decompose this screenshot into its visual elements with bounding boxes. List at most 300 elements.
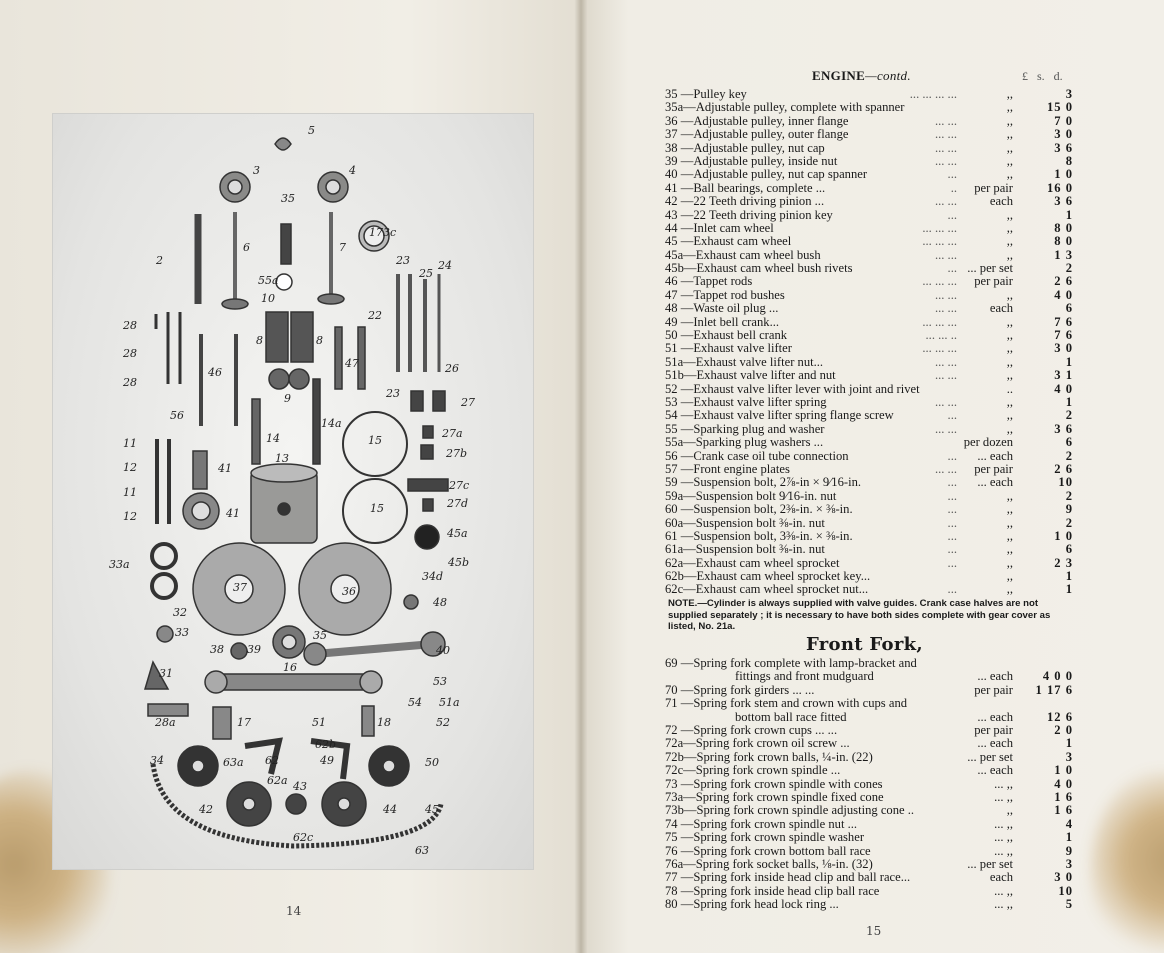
part-unit: ... ,, xyxy=(994,816,1013,831)
part-price: 7 0 xyxy=(1054,113,1073,128)
part-description: 73 —Spring fork crown spindle with cones xyxy=(665,776,883,791)
plate-part-label: 32 xyxy=(173,606,187,619)
part-price: 16 0 xyxy=(1046,180,1073,195)
engine-part-row xyxy=(665,235,1075,248)
plate-part-label: 51 xyxy=(312,716,326,729)
part-price: 2 6 xyxy=(1054,461,1073,476)
part-price: 3 xyxy=(1065,749,1073,764)
part-unit: each xyxy=(989,870,1013,885)
part-price: 1 xyxy=(1065,830,1073,845)
part-unit: ... per set xyxy=(967,856,1013,871)
part-unit: ,, xyxy=(1006,87,1013,101)
part-unit: ,, xyxy=(1006,368,1013,383)
plate-part-label: 33a xyxy=(109,558,130,571)
part-unit: ... per set xyxy=(967,261,1013,276)
part-unit: ,, xyxy=(1006,153,1013,168)
leader-dots: ... ... xyxy=(934,247,957,262)
part-description: 37 —Adjustable pulley, outer flange xyxy=(665,127,849,142)
leader-dots: ... ... xyxy=(934,153,957,168)
part-description: 59a—Suspension bolt 9⁄16-in. nut xyxy=(665,488,837,503)
fork-part-row xyxy=(665,791,1075,804)
part-description: 77 —Spring fork inside head clip and ball race... xyxy=(665,870,911,885)
part-price: 1 6 xyxy=(1054,789,1073,804)
part-description: 51a—Exhaust valve lifter nut... xyxy=(665,354,824,369)
part-description: 52 —Exhaust valve lifter lever with joint and rivet xyxy=(665,381,920,396)
engine-part-row xyxy=(665,316,1075,329)
plate-part-label: 27d xyxy=(447,497,469,510)
part-price: 15 0 xyxy=(1046,100,1073,115)
part-unit: ... ,, xyxy=(994,830,1013,845)
fork-part-row xyxy=(665,845,1075,858)
plate-part-label: 11 xyxy=(123,486,137,499)
part-unit: ,, xyxy=(1006,582,1013,597)
part-price: 4 xyxy=(1065,816,1073,831)
leader-dots: ... ... xyxy=(934,113,957,128)
plate-part-label: 48 xyxy=(433,596,447,609)
part-description: 40 —Adjustable pulley, nut cap spanner xyxy=(665,167,868,182)
part-unit: ... per set xyxy=(967,749,1013,764)
plate-part-label: 3 xyxy=(253,164,260,177)
part-unit: ... ,, xyxy=(994,883,1013,898)
part-price: 1 xyxy=(1065,394,1073,409)
plate-part-label: 8 xyxy=(316,334,323,347)
part-description: 54 —Exhaust valve lifter spring flange screw xyxy=(665,408,894,423)
plate-part-label: 23 xyxy=(386,387,400,400)
part-description: 72b—Spring fork crown balls, ¼-in. (22) xyxy=(665,749,873,764)
plate-part-label: 50 xyxy=(425,756,439,769)
part-price: 1 xyxy=(1065,736,1073,751)
part-unit: per dozen xyxy=(963,435,1013,450)
part-price: 3 0 xyxy=(1054,127,1073,142)
part-unit: ... each xyxy=(977,763,1013,778)
engine-part-row xyxy=(665,356,1075,369)
part-description: 62b—Exhaust cam wheel sprocket key... xyxy=(665,569,871,584)
part-unit: ... ,, xyxy=(994,897,1013,912)
engine-part-row xyxy=(665,450,1075,463)
leader-dots: ... xyxy=(947,528,957,543)
part-unit: each xyxy=(989,194,1013,209)
leader-dots: ... xyxy=(947,408,957,423)
leader-dots: ... ... xyxy=(934,368,957,383)
part-description: 72 —Spring fork crown cups ... ... xyxy=(665,722,838,737)
part-unit: ... each xyxy=(977,448,1013,463)
engine-part-row xyxy=(665,517,1075,530)
part-unit: ,, xyxy=(1006,515,1013,530)
engine-part-row xyxy=(665,423,1075,436)
plate-part-label: 12 xyxy=(123,510,137,523)
part-price: 3 0 xyxy=(1054,341,1073,356)
part-description: 53 —Exhaust valve lifter spring xyxy=(665,394,827,409)
part-price: 2 xyxy=(1065,515,1073,530)
part-price: 8 xyxy=(1065,153,1073,168)
part-price: 3 6 xyxy=(1054,194,1073,209)
fork-part-row xyxy=(665,751,1075,764)
engine-part-row xyxy=(665,142,1075,155)
engine-parts-photo-plate xyxy=(52,113,534,870)
part-description: 49 —Inlet bell crank... xyxy=(665,314,780,329)
part-price: 4 0 xyxy=(1054,381,1073,396)
plate-part-label: 22 xyxy=(368,309,382,322)
leader-dots: ... xyxy=(947,475,957,490)
plate-part-label: 28 xyxy=(123,376,137,389)
plate-part-label: 27a xyxy=(442,427,463,440)
part-price: 1 xyxy=(1065,207,1073,222)
plate-part-label: 27c xyxy=(449,479,470,492)
engine-part-row xyxy=(665,570,1075,583)
part-description: 44 —Inlet cam wheel xyxy=(665,220,774,235)
part-unit: ,, xyxy=(1006,408,1013,423)
part-price: 9 xyxy=(1065,502,1073,517)
leader-dots: ... xyxy=(947,448,957,463)
part-description: 61 —Suspension bolt, 3⅜-in. × ⅜-in. xyxy=(665,528,853,543)
fork-part-row xyxy=(665,898,1075,911)
plate-part-label: 39 xyxy=(247,643,261,656)
fork-part-row xyxy=(665,885,1075,898)
part-price: 2 xyxy=(1065,448,1073,463)
plate-part-label: 62 xyxy=(265,754,279,767)
part-description: 43 —22 Teeth driving pinion key xyxy=(665,207,833,222)
leader-dots: ... xyxy=(947,542,957,557)
engine-part-row xyxy=(665,409,1075,422)
book-gutter xyxy=(574,0,588,953)
part-price: 1 xyxy=(1065,569,1073,584)
plate-part-label: 35 xyxy=(313,629,327,642)
plate-part-label: 14 xyxy=(266,432,280,445)
part-unit: ,, xyxy=(1006,220,1013,235)
plate-part-label: 63a xyxy=(223,756,244,769)
leader-dots: ... ... xyxy=(934,461,957,476)
plate-part-label: 28 xyxy=(123,347,137,360)
part-unit: ,, xyxy=(1006,528,1013,543)
plate-part-label: 46 xyxy=(208,366,222,379)
part-description: 42 —22 Teeth driving pinion ... xyxy=(665,194,825,209)
engine-part-row xyxy=(665,249,1075,262)
leader-dots: ... ... xyxy=(934,127,957,142)
plate-part-label: 43 xyxy=(293,780,307,793)
part-price: 10 xyxy=(1058,883,1073,898)
part-price: 2 xyxy=(1065,408,1073,423)
part-unit: ,, xyxy=(1006,328,1013,343)
money-column-header: £ s. d. xyxy=(1022,69,1063,83)
leader-dots: ... ... .. xyxy=(925,328,957,343)
plate-part-label: 45b xyxy=(448,556,470,569)
engine-parts-illustration xyxy=(53,114,535,871)
engine-part-row xyxy=(665,490,1075,503)
part-unit: ,, xyxy=(1006,100,1013,115)
plate-part-label: 54 xyxy=(408,696,422,709)
part-price: 6 xyxy=(1065,301,1073,316)
part-description: 35a—Adjustable pulley, complete with spanner xyxy=(665,100,905,115)
plate-part-label: 49 xyxy=(320,754,334,767)
part-unit: per pair xyxy=(974,274,1013,289)
part-price: 4 0 xyxy=(1054,287,1073,302)
part-price: 9 xyxy=(1065,843,1073,858)
engine-part-row xyxy=(665,436,1075,449)
leader-dots: ... ... ... ... xyxy=(909,87,957,101)
part-price: 3 6 xyxy=(1054,140,1073,155)
fork-part-row xyxy=(665,657,1075,684)
part-price: 4 0 0 xyxy=(1042,669,1073,684)
part-description: 59 —Suspension bolt, 2⅞-in × 9⁄16-in. xyxy=(665,475,862,490)
fork-part-row xyxy=(665,724,1075,737)
part-description: 62c—Exhaust cam wheel sprocket nut... xyxy=(665,582,869,597)
engine-part-row xyxy=(665,262,1075,275)
leader-dots: ... ... xyxy=(934,354,957,369)
part-description: 76a—Spring fork socket balls, ⅛-in. (32) xyxy=(665,856,873,871)
plate-part-label: 23 xyxy=(396,254,410,267)
part-unit: per pair xyxy=(974,722,1013,737)
part-description: 51 —Exhaust valve lifter xyxy=(665,341,792,356)
part-unit: per pair xyxy=(974,682,1013,697)
part-price: 5 xyxy=(1065,897,1073,912)
part-unit: ,, xyxy=(1006,341,1013,356)
part-price: 2 6 xyxy=(1054,274,1073,289)
engine-part-row xyxy=(665,463,1075,476)
engine-part-row xyxy=(665,222,1075,235)
part-price: 3 0 xyxy=(1054,870,1073,885)
part-description: 35 —Pulley key xyxy=(665,87,747,101)
leader-dots: ... ... xyxy=(934,421,957,436)
leader-dots: ... ... xyxy=(934,301,957,316)
engine-part-row xyxy=(665,101,1075,114)
part-description: 73a—Spring fork crown spindle fixed cone xyxy=(665,789,884,804)
part-price: 6 xyxy=(1065,435,1073,450)
fork-part-row xyxy=(665,831,1075,844)
fork-part-row xyxy=(665,804,1075,817)
part-price: 4 0 xyxy=(1054,776,1073,791)
plate-part-label: 24 xyxy=(438,259,452,272)
part-unit: ,, xyxy=(1006,287,1013,302)
plate-part-label: 9 xyxy=(284,392,291,405)
leader-dots: ... ... ... xyxy=(922,341,957,356)
engine-part-row xyxy=(665,543,1075,556)
plate-part-label: 173c xyxy=(369,226,397,239)
part-description: 80 —Spring fork head lock ring ... xyxy=(665,897,839,912)
engine-part-row xyxy=(665,530,1075,543)
leader-dots: .. xyxy=(950,180,957,195)
plate-part-label: 34 xyxy=(150,754,164,767)
part-unit: ,, xyxy=(1006,314,1013,329)
part-unit: ,, xyxy=(1006,555,1013,570)
section-header-suffix: —contd. xyxy=(865,68,911,83)
plate-part-label: 4 xyxy=(349,164,356,177)
leader-dots: ... ... xyxy=(934,394,957,409)
part-price: 3 xyxy=(1065,87,1073,101)
part-price: 7 6 xyxy=(1054,328,1073,343)
engine-part-row xyxy=(665,383,1075,396)
part-price: 3 1 xyxy=(1054,368,1073,383)
part-description: 36 —Adjustable pulley, inner flange xyxy=(665,113,849,128)
engine-part-row xyxy=(665,128,1075,141)
part-description: 57 —Front engine plates xyxy=(665,461,790,476)
part-description: 47 —Tappet rod bushes xyxy=(665,287,785,302)
part-unit: ... ,, xyxy=(994,843,1013,858)
plate-part-label: 5 xyxy=(308,124,315,137)
plate-part-label: 33 xyxy=(175,626,189,639)
part-unit: ,, xyxy=(1006,394,1013,409)
part-description: 45a—Exhaust cam wheel bush xyxy=(665,247,821,262)
plate-part-label: 31 xyxy=(159,667,173,680)
part-description-continued: fittings and front mudguard xyxy=(735,669,874,684)
plate-part-label: 27b xyxy=(446,447,468,460)
note-label: NOTE. xyxy=(668,598,698,609)
plate-part-label: 40 xyxy=(436,644,450,657)
part-unit: ... each xyxy=(977,709,1013,724)
engine-part-row xyxy=(665,115,1075,128)
part-description: 41 —Ball bearings, complete ... xyxy=(665,180,826,195)
leader-dots: ... ... ... xyxy=(922,220,957,235)
part-price: 2 0 xyxy=(1054,722,1073,737)
plate-part-label: 11 xyxy=(123,437,137,450)
part-unit: ,, xyxy=(1006,127,1013,142)
fork-part-row xyxy=(665,684,1075,697)
engine-part-row xyxy=(665,302,1075,315)
plate-part-label: 10 xyxy=(261,292,275,305)
engine-part-row xyxy=(665,342,1075,355)
part-description: 75 —Spring fork crown spindle washer xyxy=(665,830,865,845)
engine-part-row xyxy=(665,168,1075,181)
part-price: 1 0 xyxy=(1054,167,1073,182)
part-price: 2 3 xyxy=(1054,555,1073,570)
plate-part-label: 7 xyxy=(339,241,346,254)
engine-part-row xyxy=(665,209,1075,222)
part-unit: each xyxy=(989,301,1013,316)
plate-part-label: 28 xyxy=(123,319,137,332)
fork-part-row xyxy=(665,871,1075,884)
part-description: 55 —Sparking plug and washer xyxy=(665,421,825,436)
part-unit: ,, xyxy=(1006,803,1013,818)
engine-part-row xyxy=(665,557,1075,570)
plate-part-label: 17 xyxy=(237,716,251,729)
engine-part-row xyxy=(665,396,1075,409)
part-unit: ... ,, xyxy=(994,776,1013,791)
part-unit: per pair xyxy=(974,180,1013,195)
part-unit: ,, xyxy=(1006,488,1013,503)
plate-part-label: 52 xyxy=(436,716,450,729)
plate-part-label: 36 xyxy=(342,585,356,598)
part-description: 74 —Spring fork crown spindle nut ... xyxy=(665,816,858,831)
part-description: 51b—Exhaust valve lifter and nut xyxy=(665,368,836,383)
engine-part-row xyxy=(665,88,1075,101)
plate-part-label: 26 xyxy=(445,362,459,375)
engine-part-row xyxy=(665,182,1075,195)
engine-parts-list xyxy=(665,88,1075,597)
fork-part-row xyxy=(665,737,1075,750)
part-unit: ,, xyxy=(1006,247,1013,262)
plate-part-label: 47 xyxy=(345,357,359,370)
part-description: 71 —Spring fork stem and crown with cups and xyxy=(665,696,908,711)
part-unit: per pair xyxy=(974,461,1013,476)
leader-dots: ... xyxy=(947,555,957,570)
plate-part-label: 44 xyxy=(383,803,397,816)
plate-part-label: 45 xyxy=(425,803,439,816)
plate-part-label: 14a xyxy=(321,417,342,430)
part-description: 76 —Spring fork crown bottom ball race xyxy=(665,843,871,858)
part-description: 78 —Spring fork inside head clip ball race xyxy=(665,883,880,898)
leader-dots: ... ... xyxy=(934,287,957,302)
part-unit: ,, xyxy=(1006,234,1013,249)
part-price: 1 0 xyxy=(1054,528,1073,543)
plate-part-label: 13 xyxy=(275,452,289,465)
leader-dots: ... ... ... xyxy=(922,234,957,249)
plate-part-label: 16 xyxy=(283,661,297,674)
part-description: 55a—Sparking plug washers ... xyxy=(665,435,824,450)
fork-part-row xyxy=(665,697,1075,724)
part-description: 56 —Crank case oil tube connection xyxy=(665,448,849,463)
engine-part-row xyxy=(665,275,1075,288)
plate-part-label: 28a xyxy=(155,716,176,729)
part-description: 50 —Exhaust bell crank xyxy=(665,328,788,343)
plate-part-label: 8 xyxy=(256,334,263,347)
plate-part-label: 15 xyxy=(370,502,384,515)
part-unit: ,, xyxy=(1006,207,1013,222)
leader-dots: ... ... xyxy=(934,140,957,155)
plate-part-label: 63 xyxy=(415,844,429,857)
part-description: 60 —Suspension bolt, 2⅜-in. × ⅜-in. xyxy=(665,502,853,517)
plate-part-label: 18 xyxy=(377,716,391,729)
part-unit: ... each xyxy=(977,475,1013,490)
part-description: 60a—Suspension bolt ⅜-in. nut xyxy=(665,515,825,530)
part-price: 8 0 xyxy=(1054,220,1073,235)
plate-part-label: 35 xyxy=(281,192,295,205)
engine-part-row xyxy=(665,155,1075,168)
part-unit: ... ,, xyxy=(994,789,1013,804)
engine-part-row xyxy=(665,329,1075,342)
leader-dots: ... ... ... xyxy=(922,314,957,329)
plate-part-label: 2 xyxy=(156,254,163,267)
part-price: 12 6 xyxy=(1046,709,1073,724)
plate-part-label: 27 xyxy=(461,396,475,409)
plate-part-label: 56 xyxy=(170,409,184,422)
part-price: 3 6 xyxy=(1054,421,1073,436)
plate-part-label: 38 xyxy=(210,643,224,656)
plate-part-label: 51a xyxy=(439,696,460,709)
plate-part-label: 62a xyxy=(267,774,288,787)
plate-part-label: 6 xyxy=(243,241,250,254)
engine-part-row xyxy=(665,503,1075,516)
plate-part-label: 37 xyxy=(233,581,247,594)
fork-part-row xyxy=(665,858,1075,871)
leader-dots: ... xyxy=(947,515,957,530)
leader-dots: ... xyxy=(947,261,957,276)
part-unit: ,, xyxy=(1006,354,1013,369)
plate-part-label: 42 xyxy=(199,803,213,816)
leader-dots: ... xyxy=(947,502,957,517)
part-price: 3 xyxy=(1065,856,1073,871)
front-fork-parts-list xyxy=(665,657,1075,911)
part-price: 6 xyxy=(1065,542,1073,557)
leader-dots: ... xyxy=(947,488,957,503)
part-price: 1 xyxy=(1065,582,1073,597)
part-price: 1 3 xyxy=(1054,247,1073,262)
part-price: 1 6 xyxy=(1054,803,1073,818)
section-header-title: ENGINE xyxy=(812,68,866,83)
plate-part-label: 62b xyxy=(315,738,337,751)
leader-dots: ... xyxy=(947,207,957,222)
note-paragraph xyxy=(668,598,1074,633)
engine-part-row xyxy=(665,289,1075,302)
part-price: 7 6 xyxy=(1054,314,1073,329)
part-unit: ,, xyxy=(1006,542,1013,557)
part-price: 2 xyxy=(1065,488,1073,503)
note-text: —Cylinder is always supplied with valve guides. Crank case halves are not supplied separately ; it is necessary to have both sides complete with gear cover as listed, No. 21a. xyxy=(668,598,1051,633)
plate-part-label: 45a xyxy=(447,527,468,540)
leader-dots: ... xyxy=(947,167,957,182)
part-unit: ,, xyxy=(1006,502,1013,517)
engine-part-row xyxy=(665,195,1075,208)
part-description: 48 —Waste oil plug ... xyxy=(665,301,779,316)
part-description-continued: bottom ball race fitted xyxy=(735,709,847,724)
